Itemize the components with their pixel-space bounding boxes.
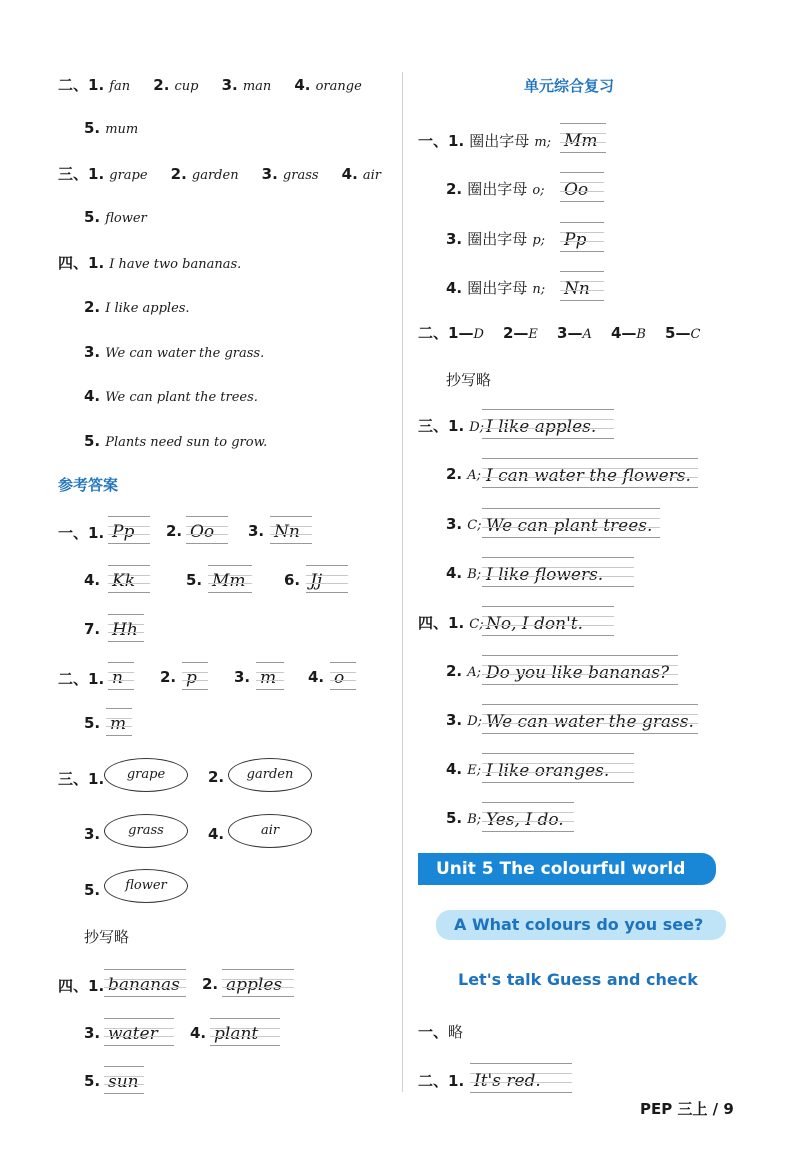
r1-num-3: 3.	[248, 522, 265, 540]
r3-oval-5: flower	[104, 869, 188, 903]
s4-item-5: 5. B;	[446, 809, 482, 827]
s3-item-1: 三、1. D;	[418, 417, 485, 435]
unit-review-title: 单元综合复习	[524, 77, 615, 95]
column-divider	[402, 72, 403, 1092]
r4-num-4: 4.	[190, 1024, 207, 1042]
r1-label: 一、1.	[58, 524, 105, 542]
r2-box-5: m	[106, 708, 132, 736]
r4-box-1: bananas	[104, 969, 186, 997]
r1-box-7: Hh	[108, 614, 144, 642]
s1-box-1: Mm	[560, 123, 606, 153]
r1-box-3: Nn	[270, 516, 312, 544]
r3-oval-2: garden	[228, 758, 312, 792]
r1-box-5: Mm	[208, 565, 252, 593]
s1-box-2: Oo	[560, 172, 604, 202]
s1-box-3: Pp	[560, 222, 604, 252]
r2-box-1: n	[108, 662, 134, 690]
s1-item-4: 4. 圈出字母 n;	[446, 279, 546, 297]
section-3: 三、1. grape 2. garden 3. grass 4. air	[58, 165, 381, 183]
section-2-item-5: 5. mum	[84, 119, 139, 137]
t1: 一、略	[418, 1023, 464, 1041]
s4-box-3: We can water the grass.	[482, 704, 698, 734]
r4-box-3: water	[104, 1018, 174, 1046]
r4-label: 四、1.	[58, 977, 105, 995]
r3-oval-4: air	[228, 814, 312, 848]
section-4-item-3: 3. We can water the grass.	[84, 343, 265, 361]
section-4-item-2: 2. I like apples.	[84, 298, 190, 316]
r1-num-5: 5.	[186, 571, 203, 589]
r3-oval-1: grape	[104, 758, 188, 792]
s3-item-2: 2. A;	[446, 465, 482, 483]
s4-item-2: 2. A;	[446, 662, 482, 680]
s1-item-1: 一、1. 圈出字母 m;	[418, 132, 552, 150]
r4-box-4: plant	[210, 1018, 280, 1046]
section-a-pill: A What colours do you see?	[436, 910, 726, 940]
r2-box-2: p	[182, 662, 208, 690]
unit-5-banner: Unit 5 The colourful world	[418, 853, 716, 885]
r3-num-4: 4.	[208, 825, 225, 843]
r2-num-5: 5.	[84, 714, 101, 732]
s3-item-4: 4. B;	[446, 564, 482, 582]
r4-box-2: apples	[222, 969, 294, 997]
s2-note: 抄写略	[446, 371, 492, 389]
r3-num-3: 3.	[84, 825, 101, 843]
s4-box-4: I like oranges.	[482, 753, 634, 783]
r3-num-5: 5.	[84, 881, 101, 899]
section-3-item-5: 5. flower	[84, 208, 147, 226]
r2-box-3: m	[256, 662, 284, 690]
s4-box-5: Yes, I do.	[482, 802, 574, 832]
r4-num-3: 3.	[84, 1024, 101, 1042]
s3-box-3: We can plant trees.	[482, 508, 660, 538]
r4-box-5: sun	[104, 1066, 144, 1094]
s1-item-3: 3. 圈出字母 p;	[446, 230, 546, 248]
r2-box-4: o	[330, 662, 356, 690]
r3-label: 三、1.	[58, 770, 105, 788]
r1-box-1: Pp	[108, 516, 150, 544]
r3-note: 抄写略	[84, 928, 130, 946]
page-footer: PEP 三上 / 9	[640, 1100, 734, 1118]
r2-label: 二、1.	[58, 670, 105, 688]
s1-box-4: Nn	[560, 271, 604, 301]
section-4-item-1: 四、1. I have two bananas.	[58, 254, 242, 272]
r2-num-4: 4.	[308, 668, 325, 686]
section-4-item-4: 4. We can plant the trees.	[84, 387, 258, 405]
r1-num-4: 4.	[84, 571, 101, 589]
s3-item-3: 3. C;	[446, 515, 482, 533]
section-2: 二、1. fan 2. cup 3. man 4. orange	[58, 76, 362, 94]
t2-label: 二、1.	[418, 1072, 465, 1090]
s4-item-3: 3. D;	[446, 711, 483, 729]
s3-box-2: I can water the flowers.	[482, 458, 698, 488]
t2-box: It's red.	[470, 1063, 572, 1093]
r4-num-5: 5.	[84, 1072, 101, 1090]
r2-num-3: 3.	[234, 668, 251, 686]
lets-talk-heading: Let's talk Guess and check	[458, 970, 698, 989]
r1-num-6: 6.	[284, 571, 301, 589]
s2-matching: 二、1—D 2—E 3—A 4—B 5—C	[418, 324, 701, 342]
s3-box-1: I like apples.	[482, 409, 614, 439]
r1-num-7: 7.	[84, 620, 101, 638]
r3-oval-3: grass	[104, 814, 188, 848]
r1-box-2: Oo	[186, 516, 228, 544]
r1-box-6: Jj	[306, 565, 348, 593]
s4-box-1: No, I don't.	[482, 606, 614, 636]
section-4-item-5: 5. Plants need sun to grow.	[84, 432, 268, 450]
reference-answers-title: 参考答案	[58, 476, 119, 494]
r1-box-4: Kk	[108, 565, 150, 593]
r3-num-2: 2.	[208, 768, 225, 786]
s1-item-2: 2. 圈出字母 o;	[446, 180, 545, 198]
r2-num-2: 2.	[160, 668, 177, 686]
r4-num-2: 2.	[202, 975, 219, 993]
s4-box-2: Do you like bananas?	[482, 655, 678, 685]
s4-item-4: 4. E;	[446, 760, 482, 778]
s4-item-1: 四、1. C;	[418, 614, 484, 632]
r1-num-2: 2.	[166, 522, 183, 540]
s3-box-4: I like flowers.	[482, 557, 634, 587]
